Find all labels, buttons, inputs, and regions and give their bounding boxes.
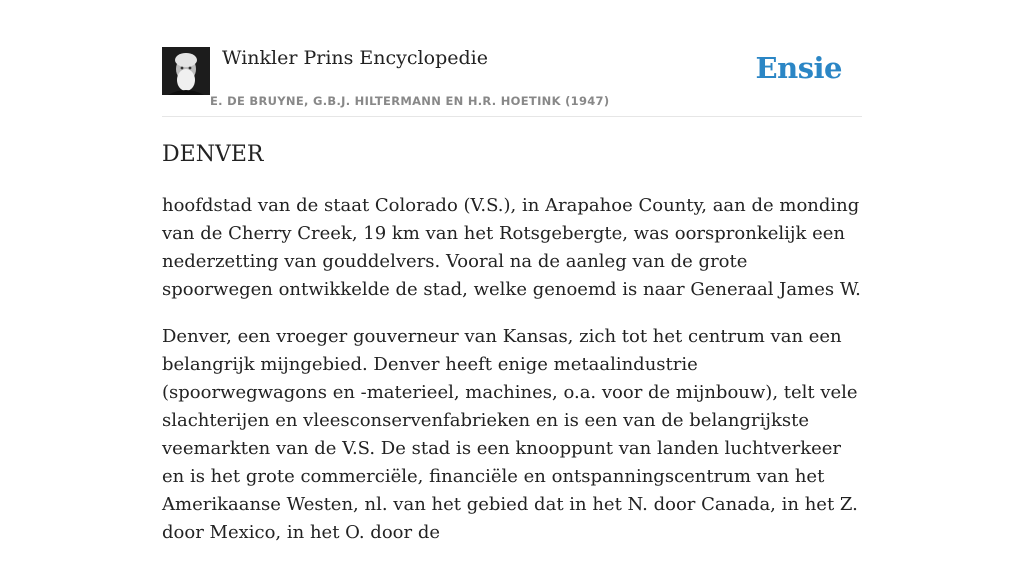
entry-content: [162, 192, 862, 566]
entry-title: DENVER: [162, 142, 264, 167]
header: [162, 46, 862, 117]
ensie-logo[interactable]: Ensie: [755, 51, 842, 85]
book-title[interactable]: Winkler Prins Encyclopedie: [222, 47, 488, 69]
entry-paragraph: hoofdstad van de staat Colorado (V.S.), in Arapahoe County, aan de monding van de Cherry Creek, 19 km van het Rotsgebergte, was oorspronkelijk een nederzetting van gouddelvers. Vooral na de aanleg van de grote spoorwegen ontwikkelde de stad, welke genoemd is naar Generaal James W.: [162, 195, 861, 300]
book-authors: E. DE BRUYNE, G.B.J. HILTERMANN EN H.R. HOETINK (1947): [210, 94, 610, 108]
author-avatar[interactable]: [162, 47, 210, 95]
portrait-image: [162, 47, 210, 95]
entry-paragraph: Denver, een vroeger gouverneur van Kansas, zich tot het centrum van een belangrijk mijngebied. Denver heeft enige metaalindustrie (spoorwegwagons en -materieel, machines, o.a. voor de mijnbouw), telt vele slachterijen en vleesconservenfabrieken en is een van de belangrijkste veemarkten van de V.S. De stad is een knooppunt van landen luchtverkeer en is het grote commerciële, financiële en ontspanningscentrum van het Amerikaanse Westen, nl. van het gebied dat in het N. door Canada, in het Z. door Mexico, in het O. door de: [162, 326, 858, 543]
